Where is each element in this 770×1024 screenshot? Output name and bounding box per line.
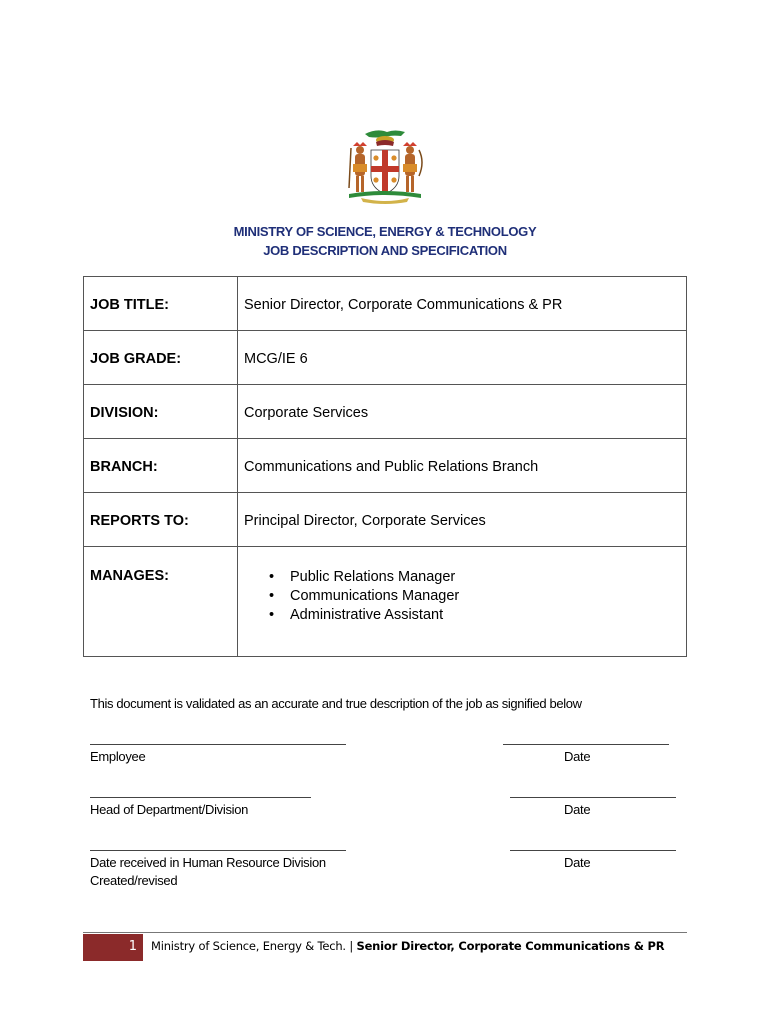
- division-value: Corporate Services: [238, 385, 687, 439]
- branch-label: BRANCH:: [84, 439, 238, 493]
- coat-of-arms-emblem: [343, 126, 427, 204]
- reports-to-value: Principal Director, Corporate Services: [238, 493, 687, 547]
- job-title-value: Senior Director, Corporate Communications & PR: [238, 277, 687, 331]
- table-row: [84, 331, 687, 385]
- job-grade-value: MCG/IE 6: [238, 331, 687, 385]
- hr-label: Date received in Human Resource Division: [90, 855, 326, 870]
- manages-label: MANAGES:: [84, 547, 238, 657]
- footer-text: [151, 939, 664, 953]
- table-row: [84, 385, 687, 439]
- hr-date-label: Date: [564, 855, 591, 870]
- validation-statement: This document is validated as an accurate and true description of the job as signified below: [90, 696, 582, 711]
- footer-divider: [83, 932, 687, 933]
- head-label: Head of Department/Division: [90, 802, 249, 817]
- job-spec-table: [83, 276, 687, 657]
- list-item: • Administrative Assistant: [290, 606, 686, 625]
- employee-date-label: Date: [564, 749, 591, 764]
- document-subtitle: JOB DESCRIPTION AND SPECIFICATION: [263, 243, 507, 258]
- table-row: [84, 547, 687, 657]
- footer-left: Ministry of Science, Energy & Tech. |: [151, 939, 354, 953]
- footer-right: Senior Director, Corporate Communications & PR: [356, 939, 665, 953]
- created-revised-label: Created/revised: [90, 873, 178, 888]
- head-signature-line: [90, 797, 311, 798]
- reports-to-label: REPORTS TO:: [84, 493, 238, 547]
- head-date-label: Date: [564, 802, 591, 817]
- job-grade-label: JOB GRADE:: [84, 331, 238, 385]
- job-title-label: JOB TITLE:: [84, 277, 238, 331]
- page-number: 1: [83, 934, 143, 961]
- manages-list: [244, 568, 686, 625]
- table-row: [84, 493, 687, 547]
- employee-label: Employee: [90, 749, 146, 764]
- head-date-line: [510, 797, 676, 798]
- table-row: [84, 439, 687, 493]
- list-item: • Communications Manager: [290, 587, 686, 606]
- hr-date-line: [510, 850, 676, 851]
- hr-signature-line: [90, 850, 346, 851]
- list-item: • Public Relations Manager: [290, 568, 686, 587]
- ministry-heading: MINISTRY OF SCIENCE, ENERGY & TECHNOLOGY: [233, 224, 537, 239]
- division-label: DIVISION:: [84, 385, 238, 439]
- manages-value: [238, 547, 687, 657]
- branch-value: Communications and Public Relations Branch: [238, 439, 687, 493]
- employee-date-line: [503, 744, 669, 745]
- employee-signature-line: [90, 744, 346, 745]
- table-row: [84, 277, 687, 331]
